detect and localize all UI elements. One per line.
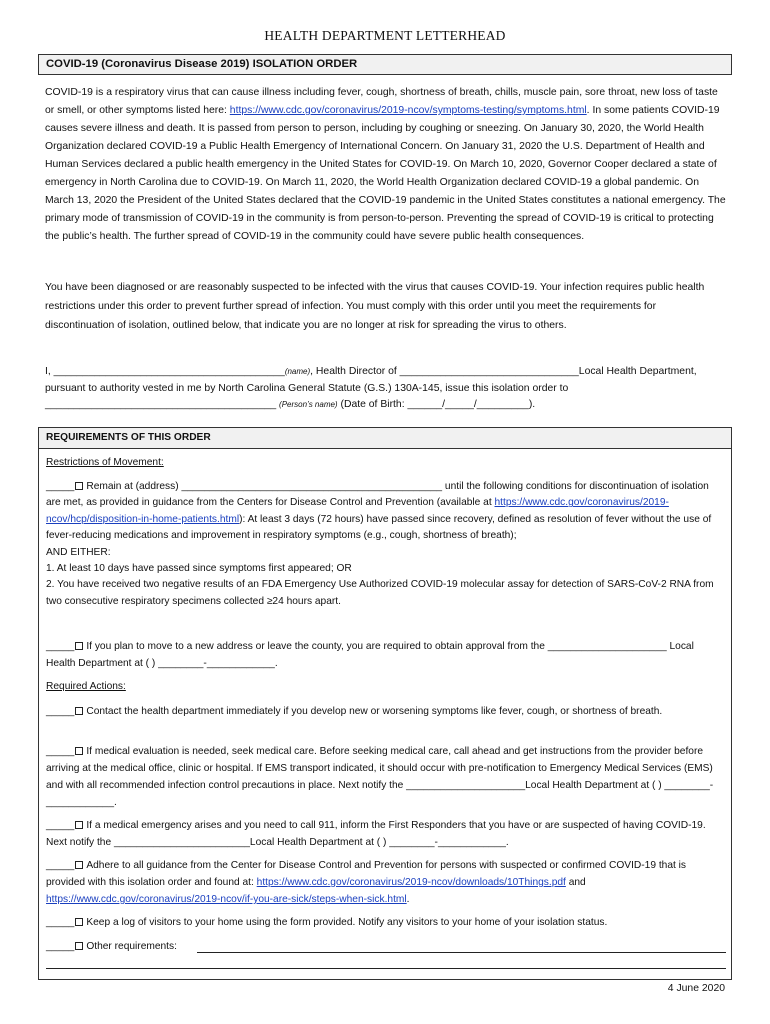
checkbox-icon[interactable] (75, 642, 83, 650)
disposition-link[interactable]: https://www.cdc.gov/coronavirus/2019-ncov/hcp/disposition-in-home-patients.html (46, 497, 669, 525)
other-blank[interactable]: _____ (46, 941, 75, 952)
log-blank[interactable]: _____ (46, 917, 75, 928)
letterhead: HEALTH DEPARTMENT LETTERHEAD (264, 28, 506, 43)
visitor-log-requirement (46, 915, 722, 931)
remain-text-a: Remain at (address) ______________________________________________ until the following conditions for discontinuation of isolation are met, as provided in guidance from the Centers for Disease Control and Prevention (available at (46, 481, 709, 509)
required-actions-heading: Required Actions: (46, 681, 126, 692)
ten-things-link[interactable]: https://www.cdc.gov/coronavirus/2019-ncov/downloads/10Things.pdf (256, 877, 566, 888)
person-name-hint: (Person’s name) (279, 400, 338, 409)
checkbox-icon[interactable] (75, 482, 83, 490)
other-label: Other requirements: (86, 941, 177, 952)
adhere-blank[interactable]: _____ (46, 860, 75, 871)
adhere-requirement (46, 857, 722, 908)
condition-1: 1. At least 10 days have passed since symptoms first appeared; OR (46, 563, 352, 575)
adhere-text-c: . (406, 894, 410, 905)
checkbox-icon[interactable] (75, 707, 83, 715)
adhere-text-b: and (565, 877, 586, 888)
action-text: Contact the health department immediately if you develop new or worsening symptoms like fever, cough, or shortness of breath. (86, 706, 663, 717)
move-blank[interactable]: _____ (46, 641, 75, 652)
name-hint: (name) (284, 367, 311, 376)
move-requirement (46, 639, 722, 672)
checkbox-icon[interactable] (75, 861, 83, 869)
restrictions-heading-row (46, 455, 722, 471)
intro-text-b: . In some patients COVID-19 causes severe illness and death. It is passed from person to person, including by coughing or sneezing. On January 30, 2020, the World Health Organization declared COVID-19 a Public Health Emergency of International Concern. On January 31, 2020 the U.S. Department of Health and Human Services declared a public health emergency in the United States for COVID-19. On March 10, 2020, Governor Cooper declared a state of emergency in North Carolina due to COVID-19. On March 11, 2020, the World Health Organization declared COVID-19 a global pandemic. On March 13, 2020 the President of the United States declared that the COVID-19 pandemic in the United States constitutes a national emergency. The primary mode of transmission of COVID-19 in the community is from person-to-person. Preventing the spread of COVID-19 is critical to protecting the public’s health. The further spread of COVID-19 in the community could have severe public health consequences. (45, 105, 726, 242)
checkbox-icon[interactable] (75, 747, 83, 755)
action-text: If a medical emergency arises and you need to call 911, inform the First Responders that you have or are suspected of having COVID-19. Next notify the ________________________Local Health Department at ( ) ________-____________. (46, 820, 706, 848)
other-requirements-line[interactable] (197, 952, 726, 953)
intro-paragraph (45, 84, 728, 246)
order-title: COVID-19 (Coronavirus Disease 2019) ISOLATION ORDER (46, 58, 358, 70)
steps-when-sick-link[interactable]: https://www.cdc.gov/coronavirus/2019-ncov/if-you-are-sick/steps-when-sick.html (46, 894, 407, 905)
intro-text-a: COVID-19 is a respiratory virus that can cause illness including fever, cough, shortness of breath, chills, muscle pain, sore throat, new loss of taste or smell, or other symptoms listed here: (45, 87, 718, 116)
declaration-paragraph (45, 364, 728, 414)
other-requirements-line-2[interactable] (46, 968, 726, 969)
action-emergency (46, 817, 722, 851)
remain-blank[interactable]: _____ (46, 481, 75, 492)
log-text: Keep a log of visitors to your home using the form provided. Notify any visitors to your home of your isolation status. (86, 917, 608, 928)
declaration-part1: I, ________________________________________ (45, 366, 285, 377)
and-either: AND EITHER: (46, 546, 111, 558)
restrictions-heading: Restrictions of Movement: (46, 457, 164, 468)
footer-date: 4 June 2020 (667, 983, 725, 994)
checkbox-icon[interactable] (75, 821, 83, 829)
action-blank[interactable]: _____ (46, 706, 75, 717)
declaration-part2: , Health Director of _______________________________Local Health Department, pursuant to authority vested in me by North Carolina General Statute (G.S.) 130A-145, issue this isolation order to ________________________________________ (45, 366, 697, 410)
move-text: If you plan to move to a new address or leave the county, you are required to obtain approval from the _____________________ Local Health Department at ( ) ________-____________. (46, 641, 694, 669)
adhere-text-a: Adhere to all guidance from the Center for Disease Control and Prevention for persons with suspected or confirmed COVID-19 that is provided with this isolation order and found at: (46, 860, 687, 888)
action-text: If medical evaluation is needed, seek medical care. Before seeking medical care, call ahead and get instructions from the provider before arriving at the medical office, clinic or hospital. If EMS transport indicated, it should occur with pre-notification to Emergency Medical Services (EMS) and with all recommended infection control precautions in place. Next notify the _____________________Local Health Department at ( ) ________-____________. (46, 746, 714, 808)
order-title-box (38, 54, 732, 75)
diagnosis-paragraph: You have been diagnosed or are reasonably suspected to be infected with the virus that causes COVID-19. Your infection requires public health restrictions under this order to prevent further spread of infection. You must comply with this order until you meet the requirements for discontinuation of isolation, outlined below, that indicate you are no longer at risk for spreading the virus to others. (45, 282, 705, 331)
requirements-box (38, 427, 732, 980)
required-actions-heading-row (46, 679, 722, 695)
symptoms-link[interactable]: https://www.cdc.gov/coronavirus/2019-ncov/symptoms-testing/symptoms.html (229, 105, 587, 116)
declaration-part3: (Date of Birth: ______/_____/_________). (337, 399, 536, 410)
requirements-heading: REQUIREMENTS OF THIS ORDER (46, 432, 211, 443)
action-contact (46, 703, 722, 720)
remain-requirement (46, 479, 722, 610)
action-blank[interactable]: _____ (46, 746, 75, 757)
remain-text-b: ): At least 3 days (72 hours) have passed since recovery, defined as resolution of fever without the use of fever-reducing medications and improvement in respiratory symptoms (e.g., cough, shortness of breath); (46, 513, 712, 542)
action-medical-evaluation (46, 743, 722, 811)
checkbox-icon[interactable] (75, 918, 83, 926)
requirements-header (39, 428, 731, 449)
checkbox-icon[interactable] (75, 942, 83, 950)
condition-2: 2. You have received two negative results of an FDA Emergency Use Authorized COVID-19 molecular assay for detection of SARS-CoV-2 RNA from two consecutive respiratory specimens collected ≥24 hours apart. (46, 579, 714, 607)
action-blank[interactable]: _____ (46, 820, 75, 831)
